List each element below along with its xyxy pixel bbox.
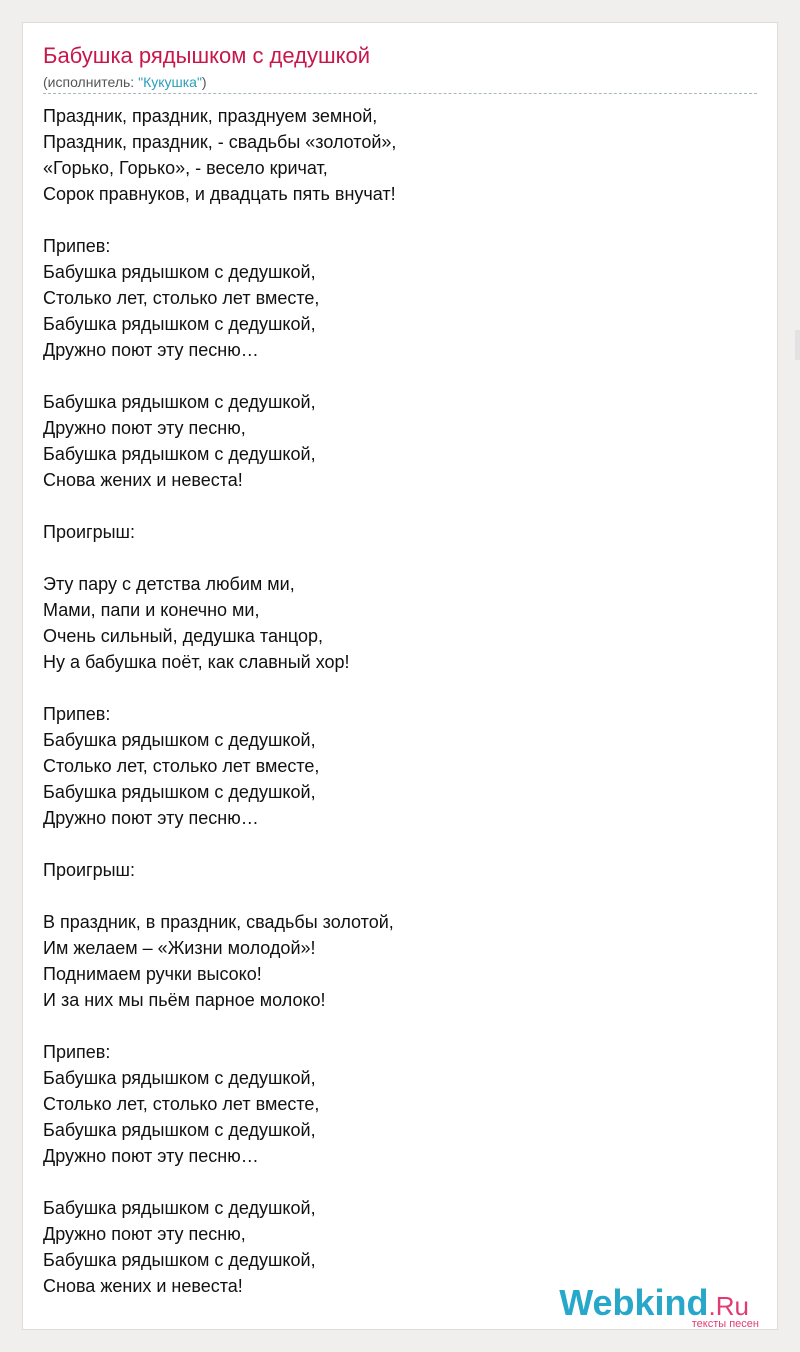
lyric-line: Сорок правнуков, и двадцать пять внучат!	[43, 184, 396, 204]
lyric-line: Ну а бабушка поёт, как славный хор!	[43, 652, 350, 672]
lyric-line: Столько лет, столько лет вместе,	[43, 288, 320, 308]
lyric-line: В праздник, в праздник, свадьбы золотой,	[43, 912, 394, 932]
lyric-line: Поднимаем ручки высоко!	[43, 964, 262, 984]
lyric-line: Им желаем – «Жизни молодой»!	[43, 938, 316, 958]
lyric-line: Припев:	[43, 704, 111, 724]
lyric-line: Бабушка рядышком с дедушкой,	[43, 1120, 316, 1140]
lyric-line: Бабушка рядышком с дедушкой,	[43, 1068, 316, 1088]
lyric-line: Бабушка рядышком с дедушкой,	[43, 444, 316, 464]
lyric-line: И за них мы пьём парное молоко!	[43, 990, 326, 1010]
lyric-blank-line	[43, 883, 743, 909]
song-title: Бабушка рядышком с дедушкой	[43, 43, 371, 68]
lyric-line: Снова жених и невеста!	[43, 1276, 243, 1296]
lyric-line: Очень сильный, дедушка танцор,	[43, 626, 324, 646]
lyric-line: Праздник, праздник, - свадьбы «золотой»,	[43, 132, 397, 152]
lyric-line: Бабушка рядышком с дедушкой,	[43, 392, 316, 412]
lyric-line: Бабушка рядышком с дедушкой,	[43, 1198, 316, 1218]
site-logo[interactable]	[559, 1282, 749, 1323]
lyric-line: Дружно поют эту песню…	[43, 808, 259, 828]
lyric-blank-line	[43, 493, 743, 519]
artist-prefix: (исполнитель:	[43, 74, 139, 90]
logo-wordmark: Webkind	[559, 1282, 709, 1323]
lyric-blank-line	[43, 675, 743, 701]
lyric-line: Столько лет, столько лет вместе,	[43, 756, 320, 776]
logo-tagline: тексты песен	[691, 1318, 759, 1330]
artist-line	[43, 73, 207, 91]
lyric-line: Дружно поют эту песню…	[43, 1146, 259, 1166]
lyric-line: Припев:	[43, 1042, 111, 1062]
lyric-line: Эту пару с детства любим ми,	[43, 574, 295, 594]
lyric-line: Бабушка рядышком с дедушкой,	[43, 730, 316, 750]
logo-tld: .Ru	[708, 1291, 749, 1321]
lyric-line: Бабушка рядышком с дедушкой,	[43, 782, 316, 802]
lyrics-text	[43, 103, 743, 1299]
lyric-line: Бабушка рядышком с дедушкой,	[43, 262, 316, 282]
scroll-indicator	[795, 330, 800, 360]
lyric-line: Дружно поют эту песню,	[43, 1224, 246, 1244]
lyric-line: Дружно поют эту песню…	[43, 340, 259, 360]
lyric-blank-line	[43, 363, 743, 389]
artist-link[interactable]: "Кукушка"	[138, 74, 202, 90]
lyric-line: Бабушка рядышком с дедушкой,	[43, 314, 316, 334]
lyric-blank-line	[43, 545, 743, 571]
lyric-line: Проигрыш:	[43, 860, 135, 880]
lyrics-card	[22, 22, 778, 1330]
lyric-line: Дружно поют эту песню,	[43, 418, 246, 438]
lyric-line: Столько лет, столько лет вместе,	[43, 1094, 320, 1114]
lyric-line: Припев:	[43, 236, 111, 256]
lyric-blank-line	[43, 1169, 743, 1195]
lyric-line: Снова жених и невеста!	[43, 470, 243, 490]
lyric-line: Мами, папи и конечно ми,	[43, 600, 260, 620]
lyric-line: Бабушка рядышком с дедушкой,	[43, 1250, 316, 1270]
lyric-blank-line	[43, 831, 743, 857]
lyric-line: Праздник, праздник, празднуем земной,	[43, 106, 378, 126]
lyric-line: Проигрыш:	[43, 522, 135, 542]
artist-suffix: )	[201, 74, 207, 90]
lyric-blank-line	[43, 207, 743, 233]
title-divider	[43, 93, 757, 94]
lyric-blank-line	[43, 1013, 743, 1039]
lyric-line: «Горько, Горько», - весело кричат,	[43, 158, 328, 178]
